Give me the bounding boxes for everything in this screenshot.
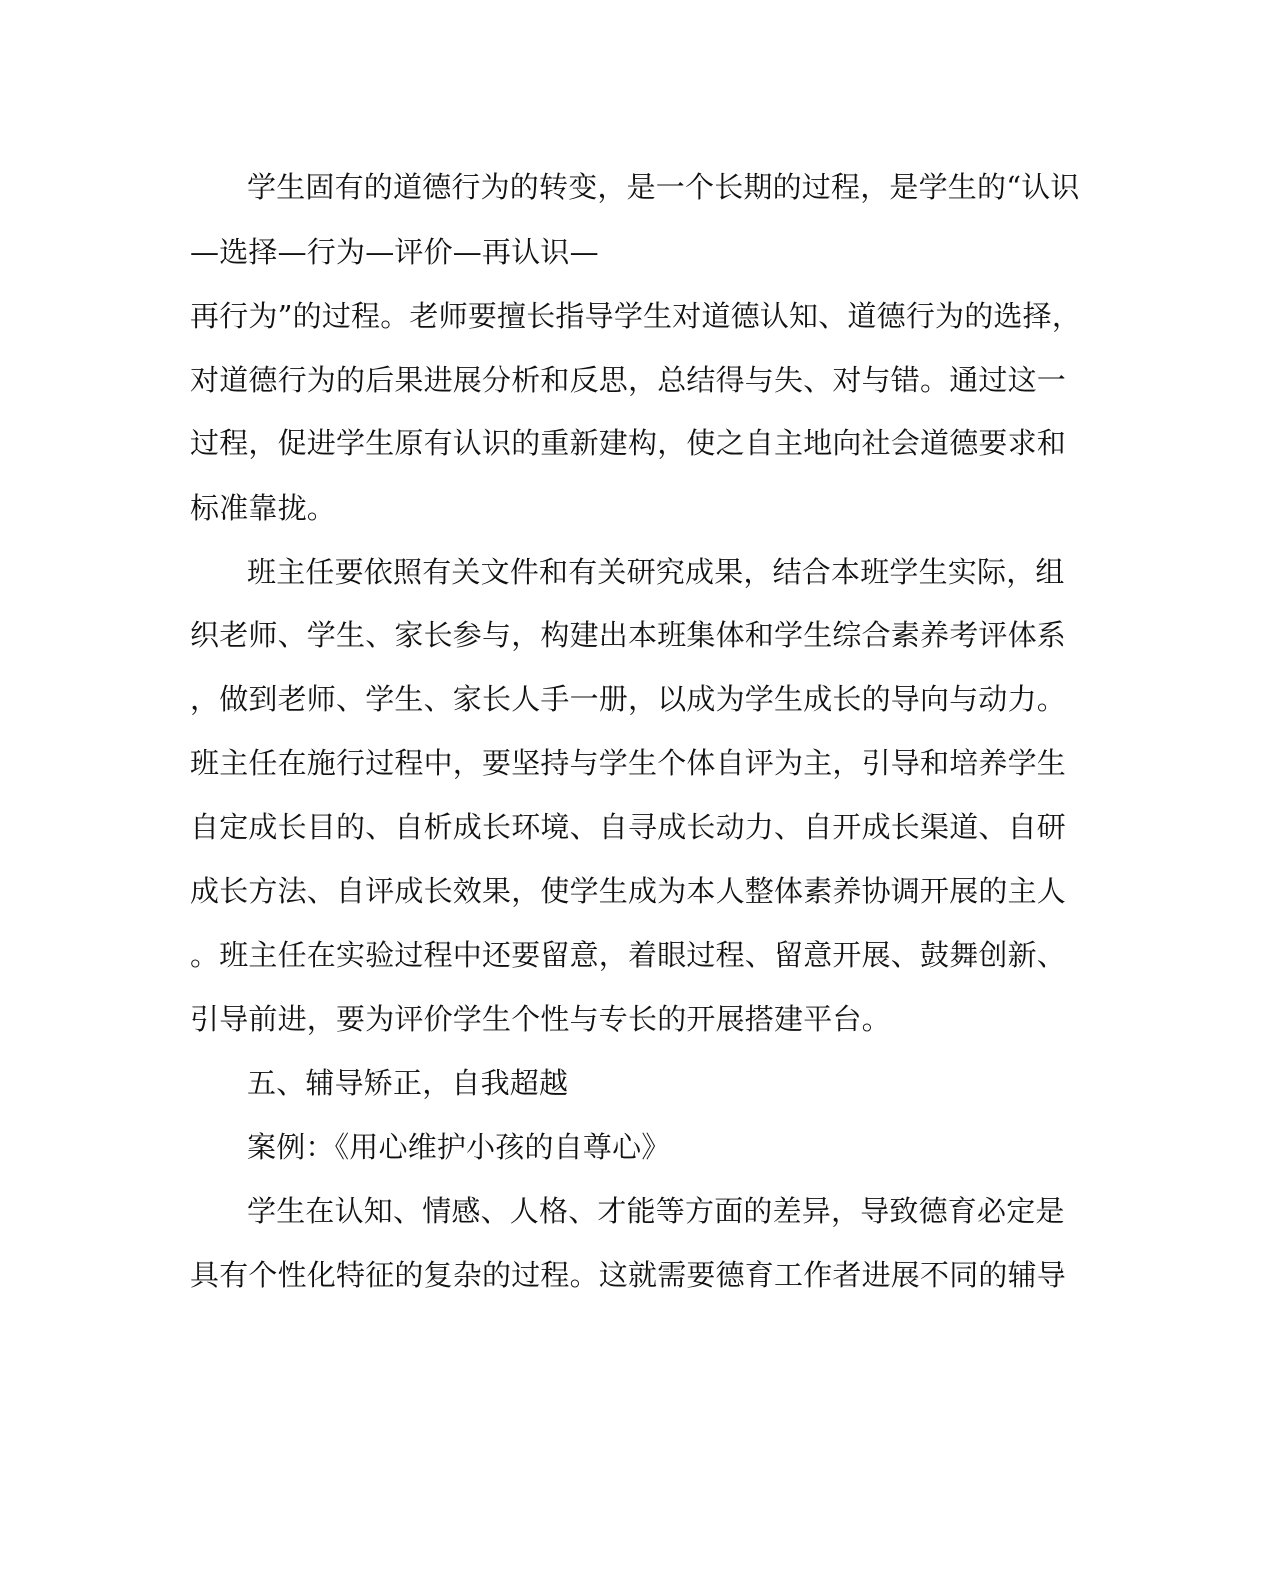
paragraph-3-line-2: 具有个性化特征的复杂的过程。这就需要德育工作者进展不同的辅导 [190,1258,1067,1292]
paragraph-2-line-4: 班主任在施行过程中，要坚持与学生个体自评为主，引导和培养学生 [190,746,1067,780]
paragraph-1-line-2: —选择—行为—评价—再认识— [190,235,599,269]
paragraph-1-line-5: 过程，促进学生原有认识的重新建构，使之自主地向社会道德要求和 [190,426,1067,460]
paragraph-1-line-1: 学生固有的道德行为的转变，是一个长期的过程，是学生的“认识 [247,170,1080,204]
paragraph-2-line-2: 织老师、学生、家长参与，构建出本班集体和学生综合素养考评体系 [190,618,1067,652]
paragraph-3-line-1: 学生在认知、情感、人格、才能等方面的差异，导致德育必定是 [247,1194,1065,1228]
paragraph-2-line-3: ，做到老师、学生、家长人手一册，以成为学生成长的导向与动力。 [190,682,1067,716]
section-heading: 五、辅导矫正，自我超越 [247,1066,569,1100]
case-title: 案例：《用心维护小孩的自尊心》 [247,1130,671,1164]
paragraph-1-line-3: 再行为”的过程。老师要擅长指导学生对道德认知、道德行为的选择， [190,299,1082,333]
paragraph-2-line-8: 引导前进，要为评价学生个性与专长的开展搭建平台。 [190,1002,891,1036]
paragraph-2-line-7: 。班主任在实验过程中还要留意，着眼过程、留意开展、鼓舞创新、 [190,938,1067,972]
paragraph-2-line-5: 自定成长目的、自析成长环境、自寻成长动力、自开成长渠道、自研 [190,810,1067,844]
paragraph-1-line-4: 对道德行为的后果进展分析和反思，总结得与失、对与错。通过这一 [190,363,1067,397]
paragraph-2-line-6: 成长方法、自评成长效果，使学生成为本人整体素养协调开展的主人 [190,874,1067,908]
paragraph-2-line-1: 班主任要依照有关文件和有关研究成果，结合本班学生实际，组 [247,555,1065,589]
paragraph-1-line-6: 标准靠拢。 [190,491,337,525]
